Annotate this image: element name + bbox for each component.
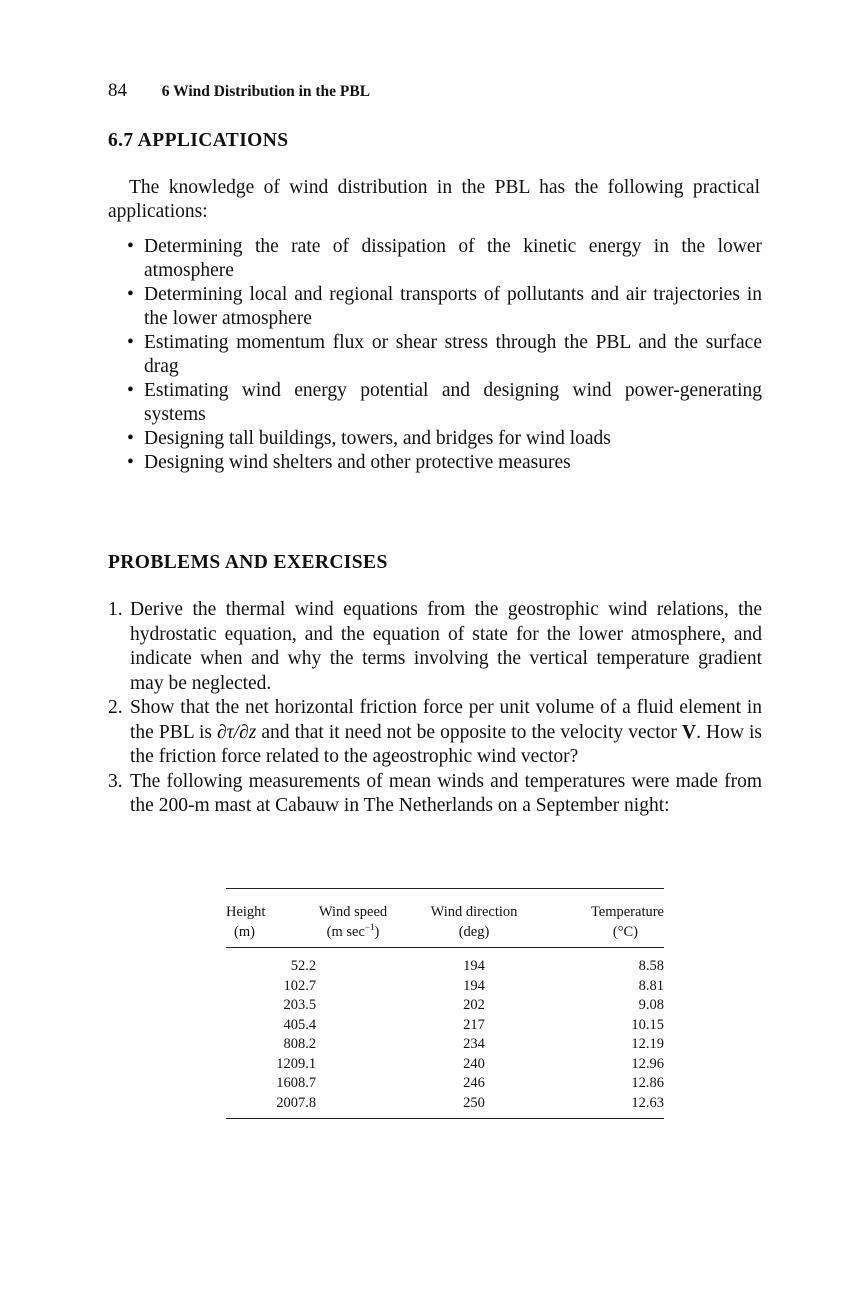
list-item-text: Designing tall buildings, towers, and bridges for wind loads [144,428,611,449]
list-item [108,235,762,283]
list-item [108,379,762,427]
table-row: 20 3.5 202 9.08 [283,997,664,1013]
chapter-title: 6 Wind Distribution in the PBL [161,83,371,100]
problem-number: 2. [108,697,123,718]
header-temperature: Temperature (°C) [590,904,664,940]
bullet-icon: • [127,380,134,401]
bullet-icon: • [127,332,134,353]
header-height: Height (m) [226,904,266,940]
bullet-icon: • [127,284,134,305]
table-row: 10 2.7 194 8.81 [283,977,664,994]
table-row: 80 8.2 234 12.19 [283,1036,664,1052]
table-row: 5 2.2 194 8.58 [290,958,664,974]
list-item [108,331,762,379]
problem-text-end: . How is the friction force related to the ageostrophic wind vector? [130,721,763,767]
table-row: 120 9.1 240 12.96 [276,1055,664,1072]
header-wind-speed: Wind speed (m $\sec^{-1}$) [318,904,388,940]
problem-text: The following measurements of mean winds and temperatures were made from the 200-m mast at Cabauw in The Netherlands on a September night: [130,770,762,816]
list-item [108,283,762,331]
list-item-text: Determining the rate of dissipation of the kinetic energy in the lower atmosphere [144,236,762,281]
running-head [108,80,370,103]
table-row: 40 5.4 217 10.15 [283,1016,664,1033]
bullet-icon: • [127,428,134,449]
problem-item [108,696,762,770]
data-table-body [226,957,664,1113]
problems-list [108,598,762,819]
table-row: 200 7.8 250 12.63 [276,1094,664,1111]
table-header-row [226,902,664,942]
table-header-rule [226,947,664,948]
problem-text-start: Show that the net horizontal friction force per unit volume of a fluid element in the PBL is [130,697,762,743]
problem-text: Derive the thermal wind equations from the geostrophic wind relations, the hydrostatic equation, and the equation of state for the lower atmosphere, and indicate when and why the terms involving the vertical temperature gradient may be neglected. [130,599,762,694]
section-heading: 6.7 APPLICATIONS [108,130,289,151]
list-item [108,451,762,475]
list-item-text: Estimating momentum flux or shear stress through the PBL and the surface drag [144,332,762,377]
list-item-text: Designing wind shelters and other protective measures [144,452,571,473]
vector-symbol: V [682,721,697,743]
bullet-icon: • [127,452,134,473]
bullet-icon: • [127,236,134,257]
data-table [226,902,664,942]
table-top-rule [226,888,664,889]
list-item [108,427,762,451]
header-wind-direction: Wind direction (deg) [430,904,518,940]
list-item-text: Estimating wind energy potential and designing wind power-generating systems [144,380,762,425]
table-bottom-rule [226,1118,664,1119]
problem-number: 3. [108,770,123,792]
problems-heading: PROBLEMS AND EXERCISES [108,552,388,573]
problem-number: 1. [108,599,123,620]
applications-list [108,235,762,475]
problem-text-middle: and that it need not be opposite to the velocity vector [256,721,682,743]
intro-paragraph: The knowledge of wind distribution in the PBL has the following practical applications: [108,177,760,222]
problem-item [108,598,762,696]
page-number: 84 [108,80,127,101]
problem-item [108,770,762,819]
list-item-text: Determining local and regional transports of pollutants and air trajectories in the lower atmosphere [144,284,762,329]
math-expression: ∂τ/∂z [217,721,257,743]
table-row: 160 8.7 246 12.86 [276,1075,664,1091]
measurements-table [226,888,664,1119]
